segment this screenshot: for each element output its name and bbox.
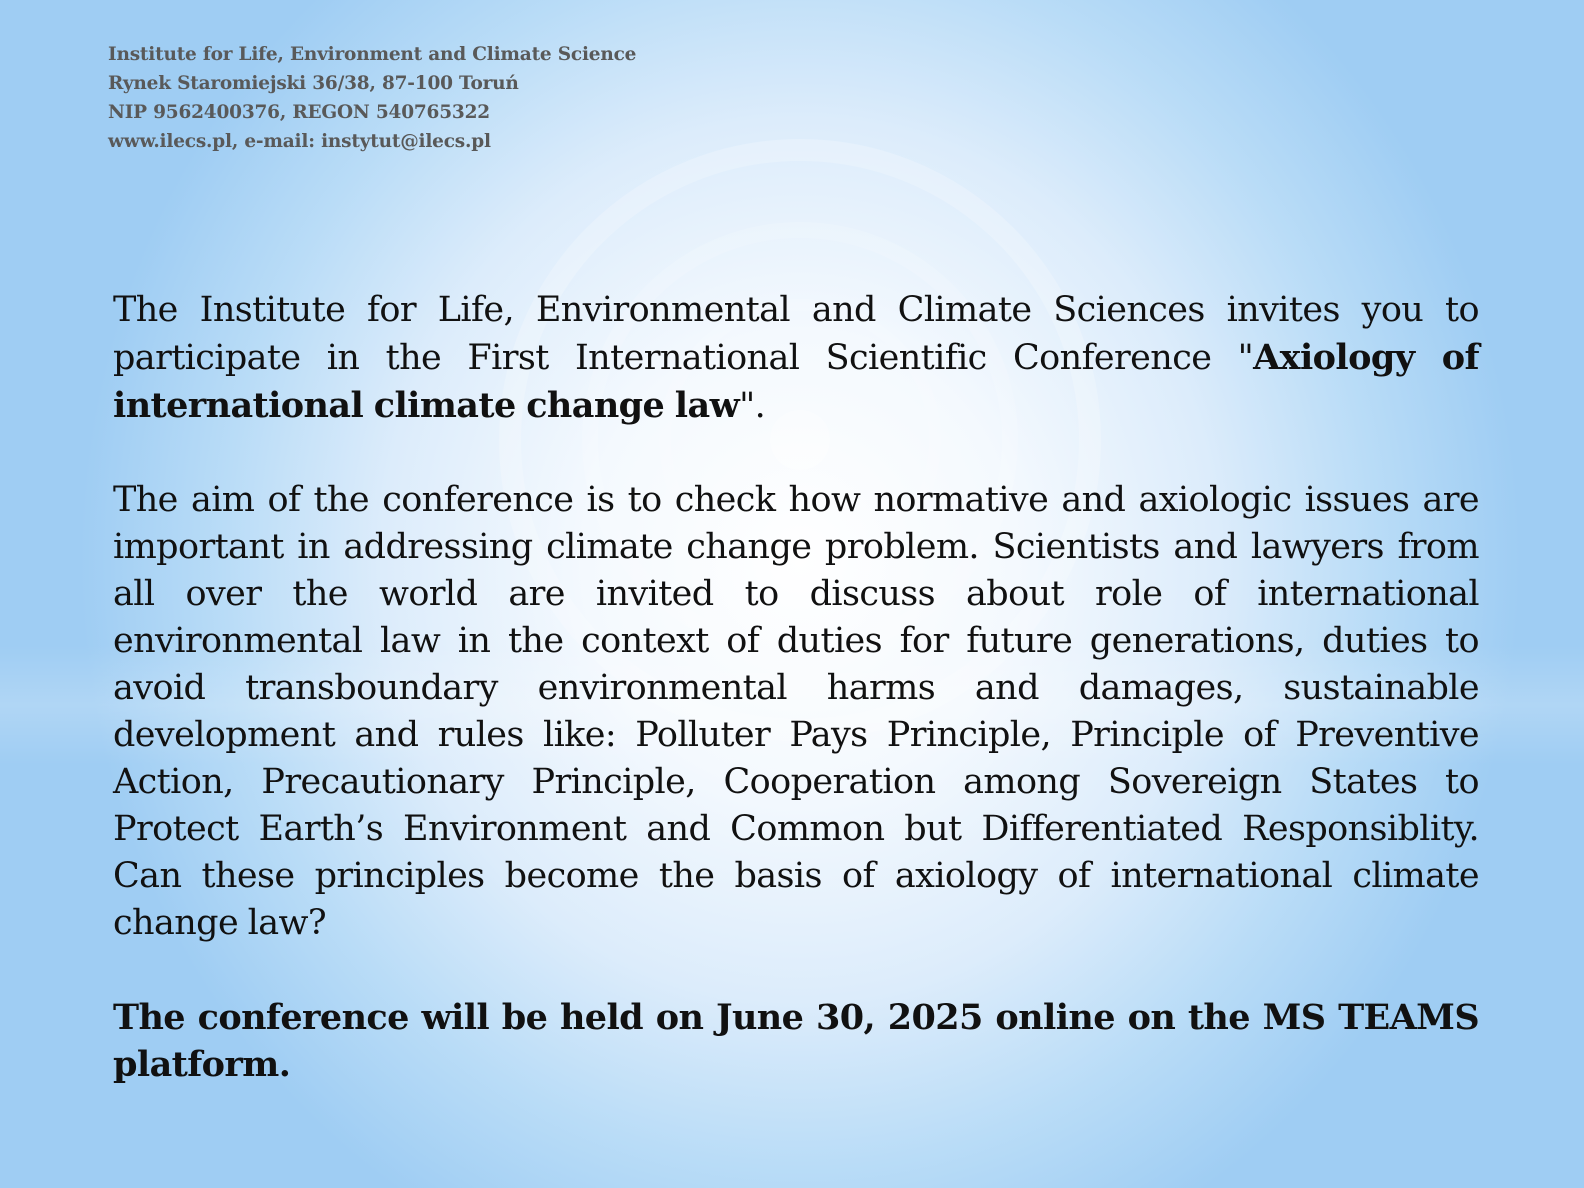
invitation-paragraph <box>113 287 1479 430</box>
institute-tax-ids: NIP 9562400376, REGON 540765322 <box>108 102 490 123</box>
event-details-paragraph: The conference will be held on June 30, 2025 online on the MS TEAMS platform. <box>113 997 1479 1085</box>
institute-contact: www.ilecs.pl, e-mail: instytut@ilecs.pl <box>108 131 491 152</box>
institute-name: Institute for Life, Environment and Climate Science <box>108 44 637 65</box>
invitation-intro: The Institute for Life, Environmental and Climate Sciences invites you to participate in the First International Scientific Conference " <box>113 290 1479 378</box>
slide-body <box>113 287 1479 1088</box>
conference-title: Axiology of international climate change law <box>113 337 1479 426</box>
institute-header <box>108 40 808 156</box>
paragraph-spacer <box>113 430 1479 477</box>
institute-address: Rynek Staromiejski 36/38, 87-100 Toruń <box>108 73 519 94</box>
invitation-outro: ". <box>739 386 766 426</box>
paragraph-spacer <box>113 947 1479 994</box>
aim-paragraph: The aim of the conference is to check how normative and axiologic issues are important in addressing climate change problem. Scientists and lawyers from all over the world are invited to discuss about role of international environmental law in the context of duties for future generations, duties to avoid transboundary environmental harms and damages, sustainable development and rules like: Polluter Pays Principle, Principle of Preventive Action, Precautionary Principle, Cooperation among Sovereign States to Protect Earth’s Environment and Common but Differentiated Responsiblity. Can these principles become the basis of axiology of international climate change law? <box>113 480 1479 943</box>
